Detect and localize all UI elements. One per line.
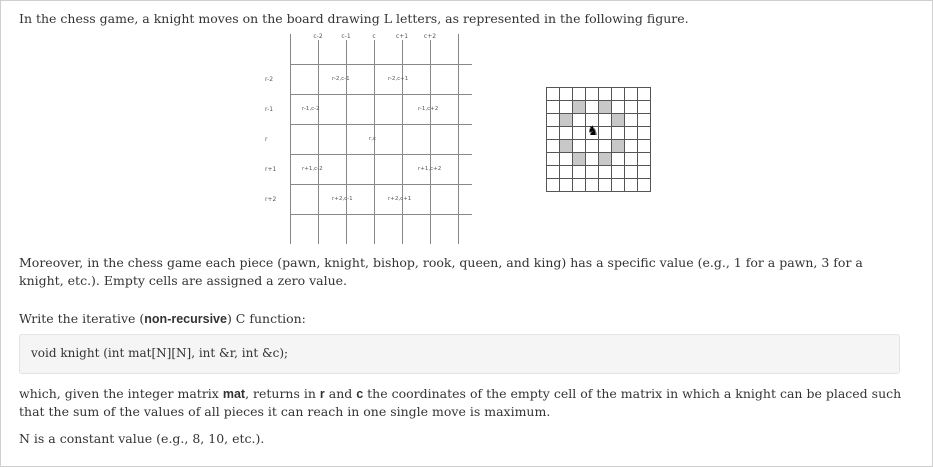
task-suffix: ) C function: <box>226 311 306 326</box>
knight-move-diagram <box>262 34 472 246</box>
grid-line <box>290 124 472 125</box>
row-header-r-2: r-2 <box>265 76 274 83</box>
grid-line <box>402 34 403 244</box>
cell-r+2-c-1: r+2,c-1 <box>332 196 353 202</box>
desc-part: and <box>324 386 357 401</box>
desc-part: , returns in <box>245 386 320 401</box>
desc-r: r <box>319 387 325 401</box>
desc-mat: mat <box>222 387 246 401</box>
grid-line <box>290 34 291 244</box>
cell-r-2-c+1: r-2,c+1 <box>388 76 409 82</box>
mini-chessboard <box>546 87 651 192</box>
function-signature: void knight (int mat[N][N], int &r, int &c); <box>31 346 289 360</box>
row-header-r-1: r-1 <box>265 106 274 113</box>
column-header-c: c <box>360 33 388 40</box>
grid-line <box>290 154 472 155</box>
row-header-r+2: r+2 <box>265 196 277 203</box>
grid-line <box>346 34 347 244</box>
desc-part: which, given the integer matrix <box>19 386 223 401</box>
task-paragraph <box>19 310 306 328</box>
cell-r-2-c-1: r-2,c-1 <box>332 76 350 82</box>
cell-r+1-c-2: r+1,c-2 <box>302 166 323 172</box>
column-header-c-1: c-1 <box>332 33 360 40</box>
constant-note: N is a constant value (e.g., 8, 10, etc.). <box>19 431 265 446</box>
desc-c: c <box>356 387 364 401</box>
cell-r+2-c+1: r+2,c+1 <box>388 196 412 202</box>
chess-knight-icon: ♞ <box>587 124 599 139</box>
cell-r-1-c+2: r-1,c+2 <box>418 106 439 112</box>
column-header-c+2: c+2 <box>416 33 444 40</box>
row-header-r+1: r+1 <box>265 166 277 173</box>
cell-r+1-c+2: r+1,c+2 <box>418 166 442 172</box>
grid-line <box>290 184 472 185</box>
grid-line <box>430 34 431 244</box>
task-prefix: Write the iterative ( <box>19 311 145 326</box>
grid-line <box>290 64 472 65</box>
column-header-c+1: c+1 <box>388 33 416 40</box>
cell-center: r,c <box>369 136 377 142</box>
code-block <box>19 334 900 374</box>
cell-r-1-c-2: r-1,c-2 <box>302 106 320 112</box>
grid-line <box>458 34 459 244</box>
column-header-c-2: c-2 <box>304 33 332 40</box>
task-bold: non-recursive <box>144 312 227 326</box>
desc-part: the coordinates of the empty cell of the matrix in which a knight can be placed such that the sum of the values of all pieces it can reach in one single move is maximum. <box>19 386 902 419</box>
description-paragraph <box>19 385 909 421</box>
intro-paragraph: In the chess game, a knight moves on the board drawing L letters, as represented in the following figure. <box>19 11 689 26</box>
grid-line <box>318 34 319 244</box>
grid-line <box>290 94 472 95</box>
row-header-r: r <box>265 136 268 143</box>
grid-line <box>290 214 472 215</box>
values-paragraph: Moreover, in the chess game each piece (pawn, knight, bishop, rook, queen, and king) has a specific value (e.g., 1 for a pawn, 3 for a knight, etc.). Empty cells are assigned a zero value. <box>19 255 863 288</box>
